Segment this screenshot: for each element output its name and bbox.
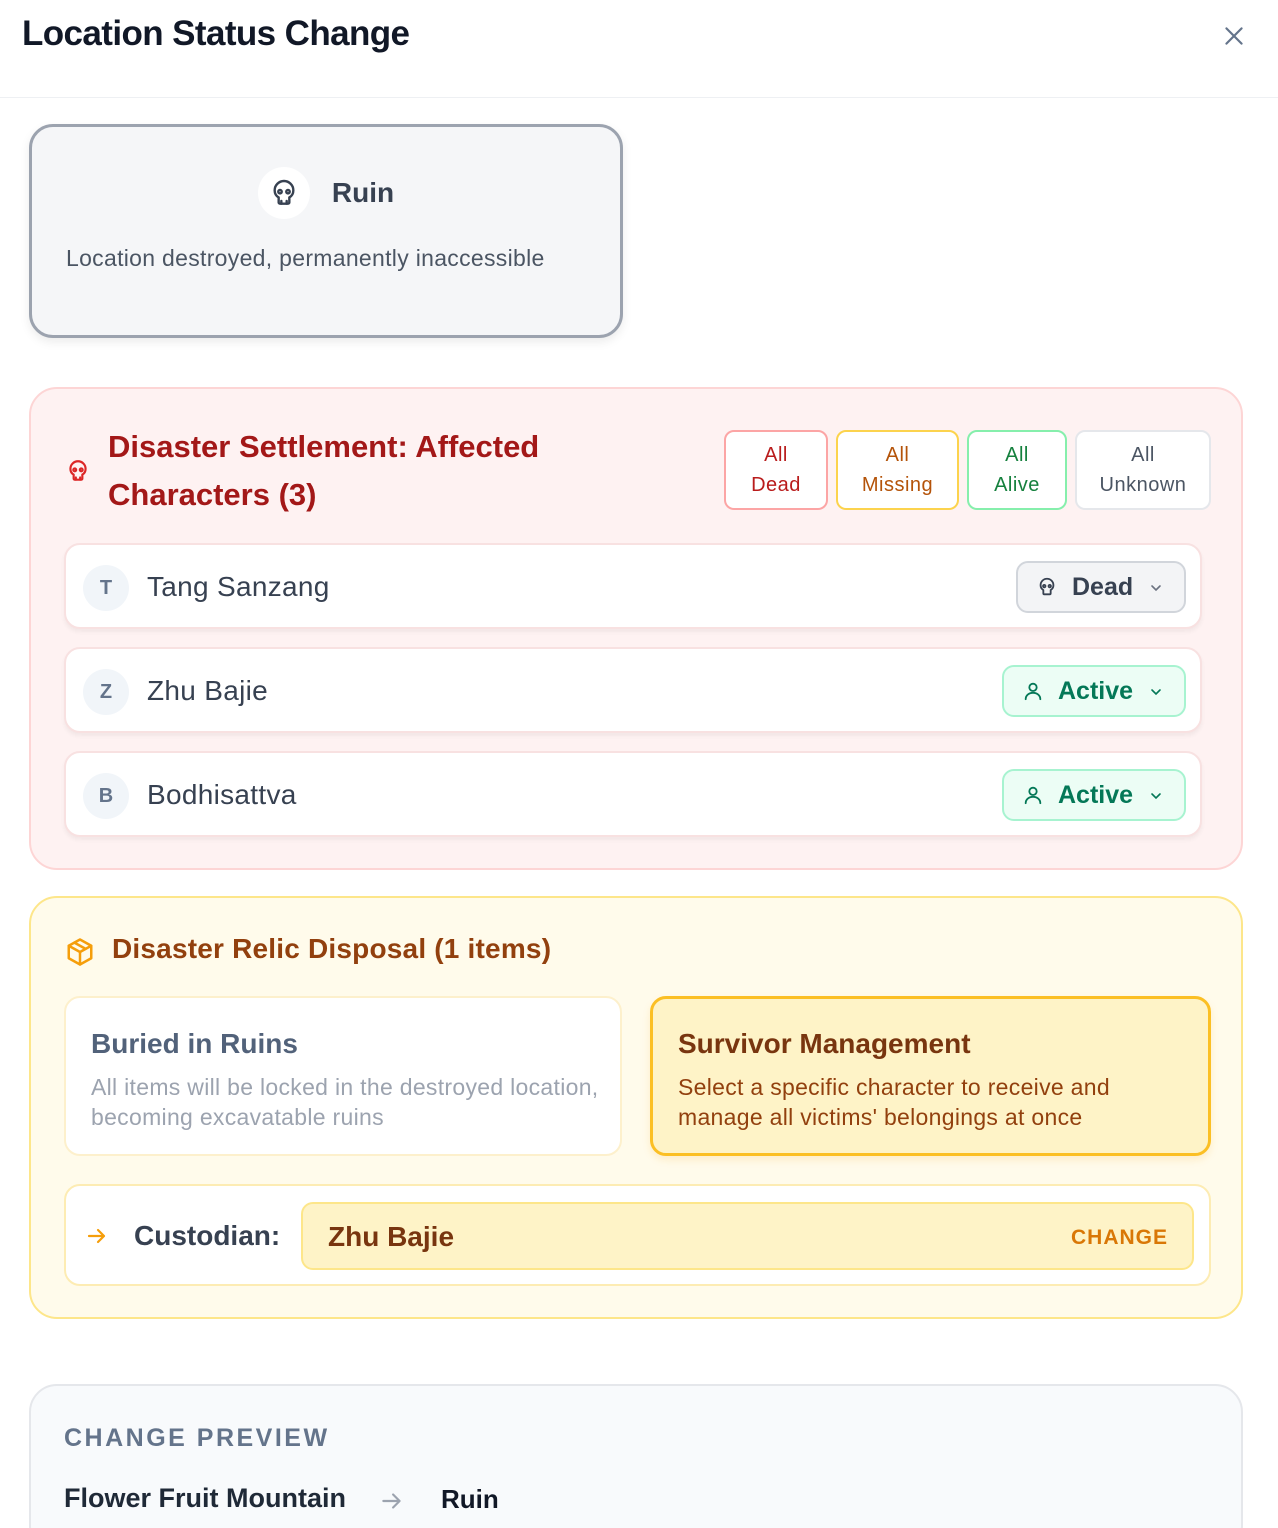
all-missing-label-1: All — [885, 444, 910, 466]
chevron-down-icon — [1148, 788, 1164, 804]
all-missing-button[interactable] — [836, 430, 959, 510]
disposal-option-description: All items will be locked in the destroyed location, becoming excavatable ruins — [91, 1074, 599, 1130]
close-icon — [1221, 23, 1247, 49]
character-row — [64, 751, 1202, 837]
custodian-value: Zhu Bajie — [328, 1221, 455, 1252]
relic-disposal-panel — [29, 896, 1243, 1319]
preview-location-name: Flower Fruit Mountain — [64, 1483, 346, 1513]
arrow-right-icon — [379, 1488, 405, 1514]
avatar: T — [83, 565, 129, 611]
status-option-ruin[interactable] — [29, 124, 623, 338]
all-alive-button[interactable] — [967, 430, 1067, 510]
relic-disposal-title: Disaster Relic Disposal (1 items) — [112, 933, 552, 964]
character-name: Zhu Bajie — [147, 675, 268, 706]
all-unknown-label-1: All — [1131, 444, 1155, 466]
character-status-value: Active — [1058, 676, 1134, 705]
all-alive-label-2: Alive — [994, 474, 1040, 496]
chevron-down-icon — [1148, 580, 1164, 596]
skull-icon — [258, 167, 310, 219]
disaster-settlement-panel — [29, 387, 1243, 870]
character-row — [64, 647, 1202, 733]
change-preview-panel — [29, 1384, 1243, 1528]
chevron-down-icon — [1148, 684, 1164, 700]
custodian-label: Custodian: — [134, 1220, 281, 1251]
all-unknown-button[interactable] — [1075, 430, 1211, 510]
user-icon — [1022, 680, 1044, 702]
status-option-head — [32, 167, 620, 219]
change-custodian-button[interactable]: CHANGE — [1070, 1226, 1168, 1249]
disaster-settlement-title: Disaster Settlement: Affected Characters (3) — [108, 429, 540, 512]
character-name: Bodhisattva — [147, 779, 297, 810]
all-unknown-label-2: Unknown — [1099, 474, 1187, 496]
status-option-name: Ruin — [331, 177, 395, 208]
character-status-select[interactable] — [1002, 665, 1186, 717]
avatar: Z — [83, 669, 129, 715]
character-status-select[interactable] — [1016, 561, 1186, 613]
custodian-row — [64, 1184, 1211, 1286]
avatar: B — [83, 773, 129, 819]
skull-icon — [65, 458, 91, 484]
all-alive-label-1: All — [1005, 444, 1029, 466]
disposal-option-survivor[interactable] — [650, 996, 1211, 1156]
disposal-option-description: Select a specific character to receive and manage all victims' belongings at once — [678, 1074, 1110, 1130]
character-status-value: Active — [1058, 780, 1134, 809]
close-button[interactable] — [1216, 18, 1252, 54]
character-status-value: Dead — [1072, 572, 1134, 601]
dialog-title: Location Status Change — [22, 14, 410, 53]
disposal-option-title: Survivor Management — [678, 1028, 971, 1059]
status-option-description: Location destroyed, permanently inaccessible — [66, 245, 545, 271]
all-missing-label-2: Missing — [861, 474, 934, 496]
arrow-right-icon — [85, 1224, 109, 1248]
character-row — [64, 543, 1202, 629]
change-preview-title: CHANGE PREVIEW — [64, 1424, 330, 1452]
custodian-select[interactable] — [301, 1202, 1194, 1270]
user-icon — [1022, 784, 1044, 806]
all-dead-label-1: All — [764, 444, 788, 466]
character-name: Tang Sanzang — [147, 571, 330, 602]
package-icon — [65, 937, 95, 967]
skull-icon — [1036, 576, 1058, 598]
disposal-option-buried[interactable] — [64, 996, 622, 1156]
all-dead-button[interactable] — [724, 430, 828, 510]
all-dead-label-2: Dead — [751, 474, 801, 496]
disposal-option-title: Buried in Ruins — [91, 1028, 298, 1059]
character-status-select[interactable] — [1002, 769, 1186, 821]
dialog-header — [0, 0, 1278, 98]
preview-new-status: Ruin — [441, 1484, 499, 1514]
